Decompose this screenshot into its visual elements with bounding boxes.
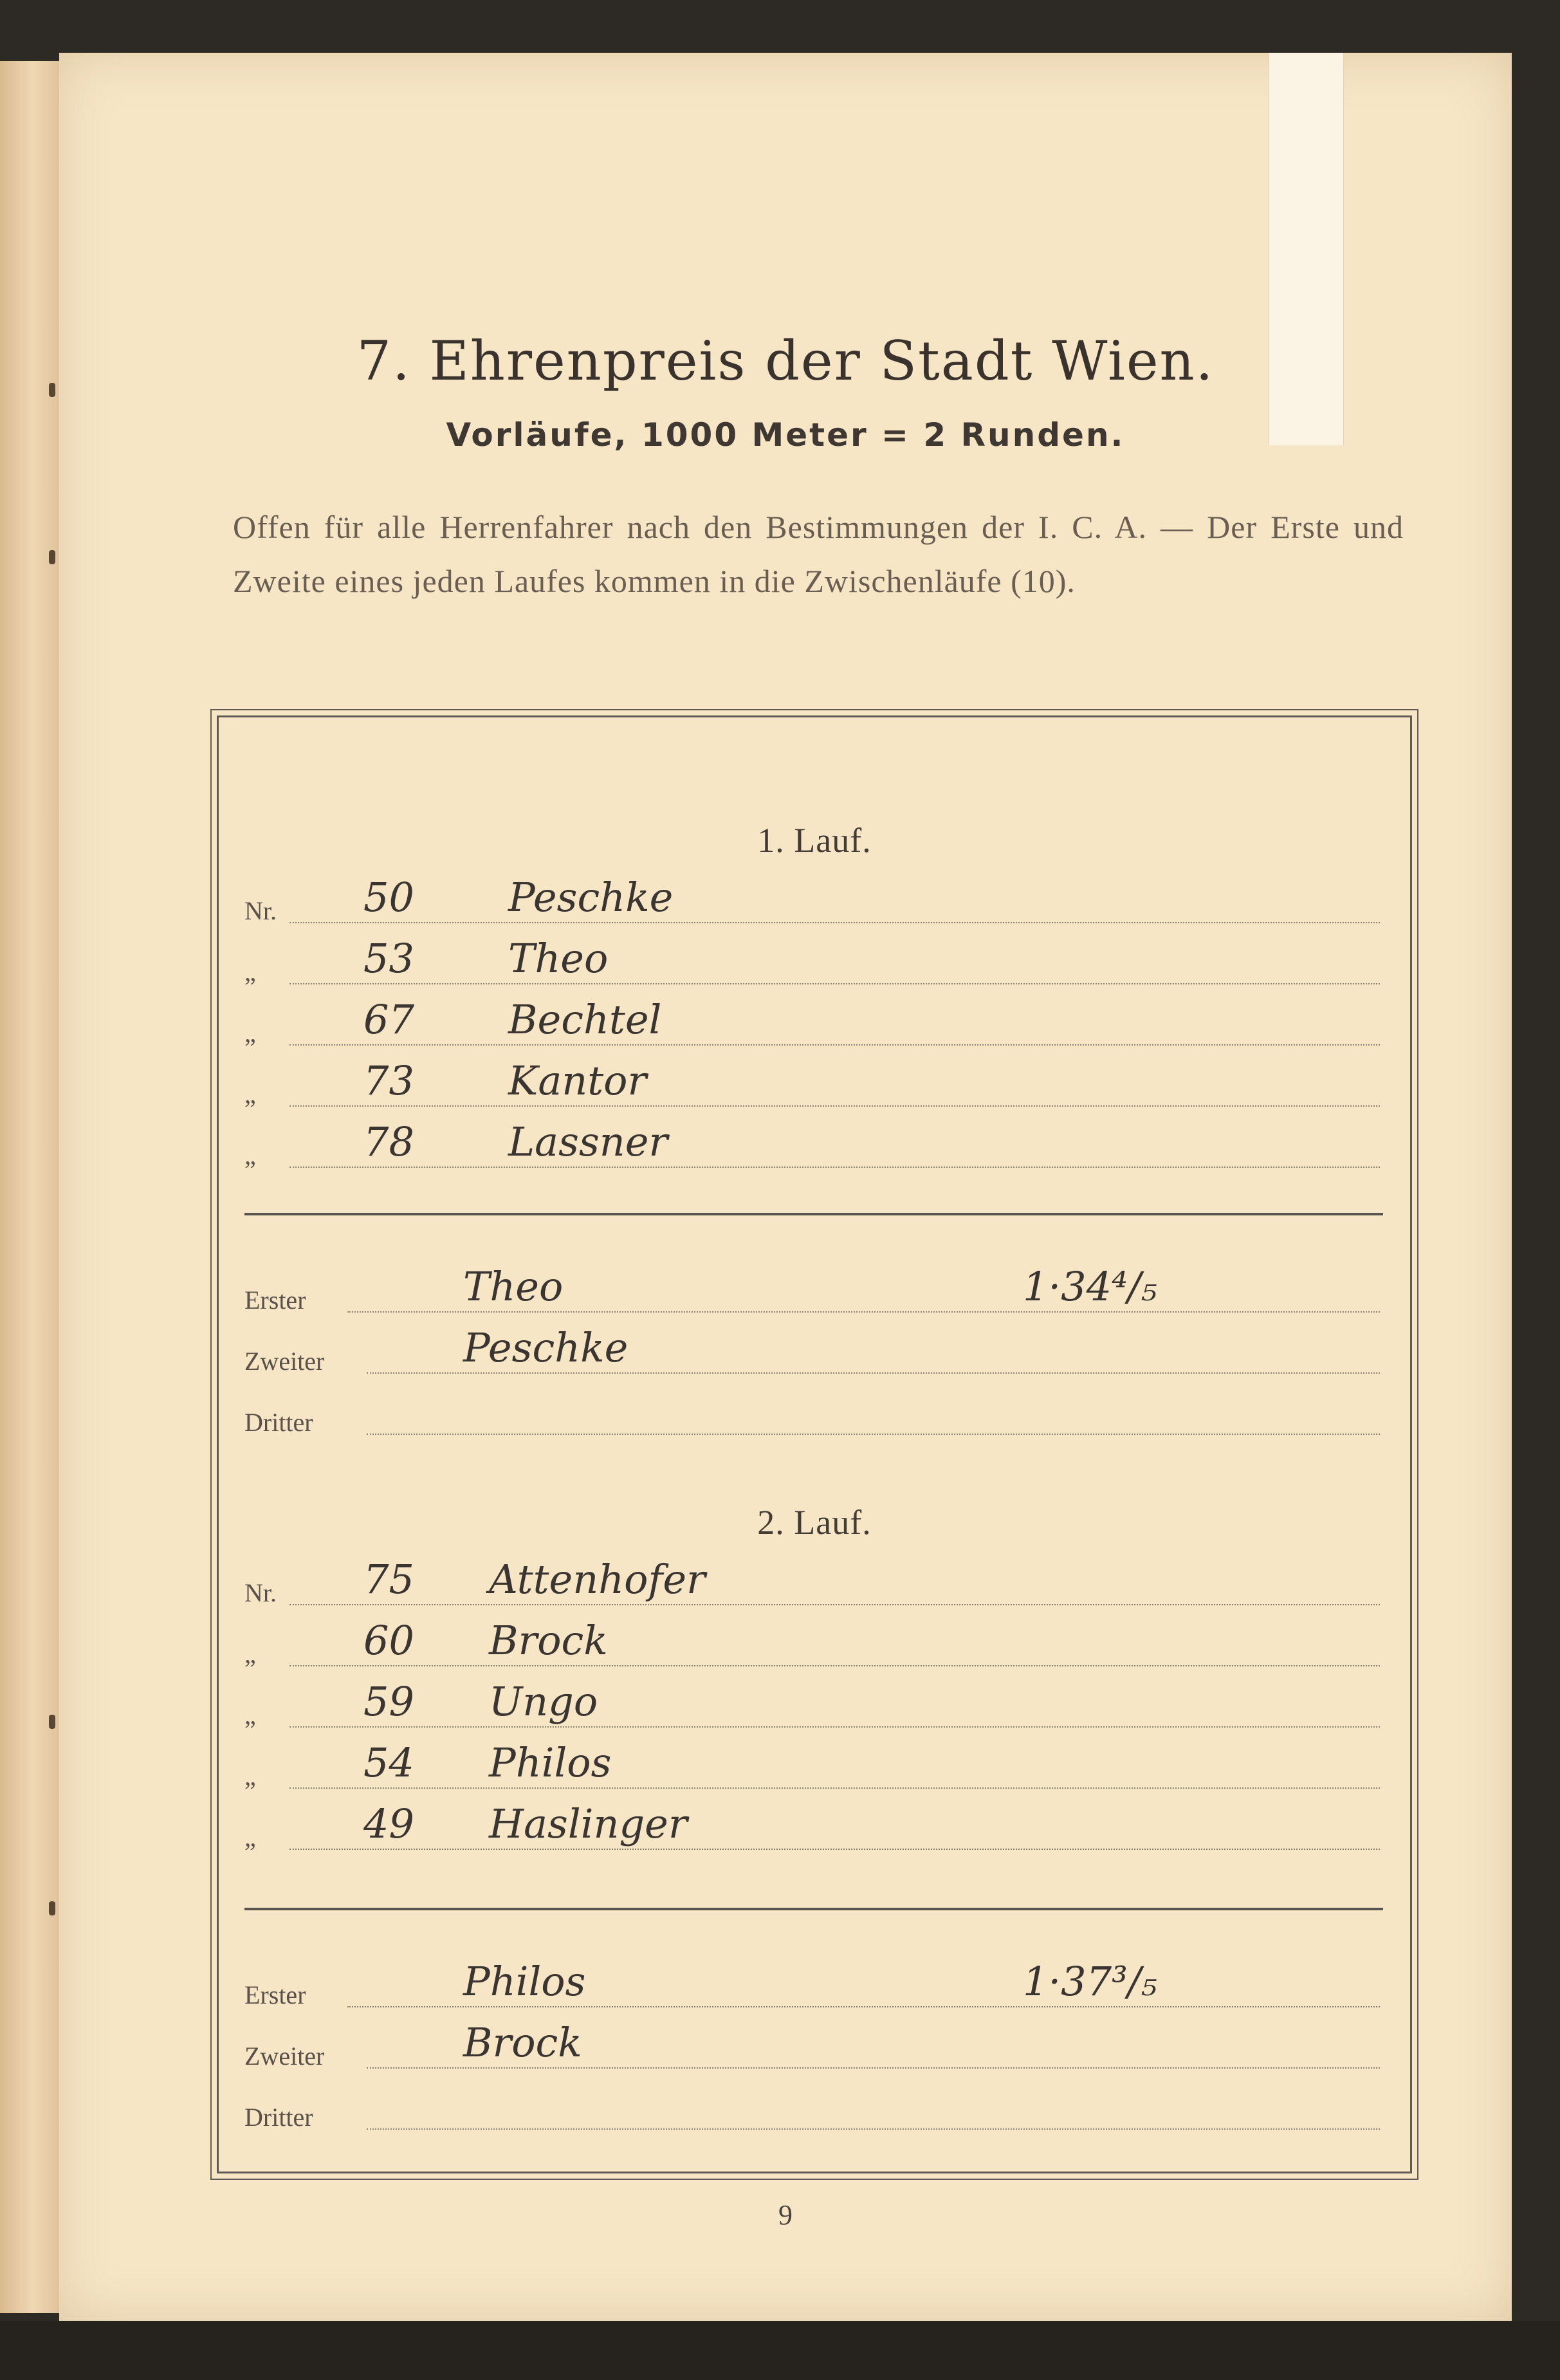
entry-line (289, 1726, 1380, 1728)
heat-1-result-erster (244, 1261, 1380, 1319)
heat-2-entry (244, 1737, 1380, 1795)
entry-number: 75 (363, 1556, 414, 1603)
entry-line (289, 1167, 1380, 1168)
zweiter-label: Zweiter (244, 2042, 325, 2071)
heat-2-result-dritter (244, 2078, 1380, 2136)
entry-number: 50 (363, 874, 414, 921)
entry-name: Ungo (489, 1678, 598, 1725)
erster-label: Erster (244, 1980, 306, 2009)
entry-line (289, 922, 1380, 923)
entry-line (289, 1044, 1380, 1046)
heat-2-result-erster (244, 1956, 1380, 2014)
entry-line (289, 983, 1380, 984)
erster-label: Erster (244, 1286, 306, 1315)
result-line (367, 1434, 1380, 1435)
entry-number: 73 (363, 1057, 414, 1104)
erster-name: Theo (463, 1263, 564, 1310)
entry-name: Philos (489, 1739, 612, 1786)
entry-number: 78 (363, 1118, 414, 1165)
entry-name: Peschke (508, 874, 674, 921)
entry-name: Kantor (508, 1057, 647, 1104)
heats-box (217, 715, 1412, 2173)
scan-background (0, 2321, 1560, 2380)
entry-name: Attenhofer (489, 1556, 706, 1603)
entry-name: Theo (508, 935, 609, 982)
heat-1-title: 1. Lauf. (757, 821, 872, 860)
ditto-label: „ (244, 957, 256, 986)
program-page (59, 53, 1512, 2321)
heat-1-result-zweiter (244, 1322, 1380, 1380)
binding-mark (49, 550, 55, 564)
entry-number: 60 (363, 1617, 414, 1664)
binding-mark (49, 383, 55, 397)
page-title: 7. Ehrenpreis der Stadt Wien. (356, 329, 1215, 392)
ditto-label: „ (244, 1019, 256, 1047)
entry-name: Haslinger (489, 1800, 688, 1847)
heat-1-entry (244, 994, 1380, 1052)
nr-label: Nr. (244, 1578, 277, 1607)
heat-2-entry (244, 1615, 1380, 1673)
heat-1-entry (244, 872, 1380, 930)
race-subtitle: Vorläufe, 1000 Meter = 2 Runden. (446, 416, 1125, 454)
heat-2-entry (244, 1554, 1380, 1612)
entry-line (289, 1849, 1380, 1850)
ditto-label: „ (244, 1141, 256, 1170)
heat-1-entry (244, 1055, 1380, 1113)
heat-1-entry (244, 1116, 1380, 1174)
entry-line (289, 1604, 1380, 1605)
entry-line (289, 1105, 1380, 1107)
entry-name: Brock (489, 1617, 608, 1664)
entry-name: Lassner (508, 1118, 668, 1165)
entry-number: 59 (363, 1678, 414, 1725)
result-line (347, 1311, 1380, 1313)
heat-2-title: 2. Lauf. (757, 1503, 872, 1542)
heat-1-result-dritter (244, 1383, 1380, 1441)
binding-mark (49, 1901, 55, 1915)
ditto-label: „ (244, 1823, 256, 1852)
adjacent-page-edge (0, 61, 60, 2313)
heat-2-entry (244, 1676, 1380, 1734)
result-line (367, 2128, 1380, 2130)
page-number: 9 (778, 2199, 793, 2231)
zweiter-name: Brock (463, 2019, 582, 2066)
zweiter-label: Zweiter (244, 1347, 325, 1376)
entry-name: Bechtel (508, 996, 662, 1043)
zweiter-name: Peschke (463, 1324, 629, 1371)
race-description: Offen für alle Herrenfahrer nach den Bestimmungen der I. C. A. — Der Erste und Zweite eines jeden Laufes kommen in die Zwischenläufe (10). (233, 509, 1404, 599)
binding-mark (49, 1715, 55, 1729)
result-line (367, 2067, 1380, 2069)
heat-1-entry (244, 933, 1380, 991)
ditto-label: „ (244, 1701, 256, 1730)
dritter-label: Dritter (244, 1408, 313, 1437)
entry-number: 54 (363, 1739, 414, 1786)
erster-time: 1·34⁴/₅ (1023, 1263, 1157, 1310)
heat-2-divider (244, 1908, 1383, 1910)
heat-1-divider (244, 1213, 1383, 1215)
entry-number: 67 (363, 996, 414, 1043)
entry-number: 53 (363, 935, 414, 982)
ditto-label: „ (244, 1762, 256, 1791)
ditto-label: „ (244, 1080, 256, 1109)
erster-name: Philos (463, 1958, 586, 2005)
ditto-label: „ (244, 1639, 256, 1668)
entry-number: 49 (363, 1800, 414, 1847)
heat-2-result-zweiter (244, 2017, 1380, 2075)
result-line (347, 2006, 1380, 2007)
heat-2-entry (244, 1798, 1380, 1856)
nr-label: Nr. (244, 896, 277, 925)
entry-line (289, 1787, 1380, 1789)
result-line (367, 1372, 1380, 1374)
dritter-label: Dritter (244, 2103, 313, 2132)
entry-line (289, 1665, 1380, 1666)
erster-time: 1·37³/₅ (1023, 1958, 1157, 2005)
